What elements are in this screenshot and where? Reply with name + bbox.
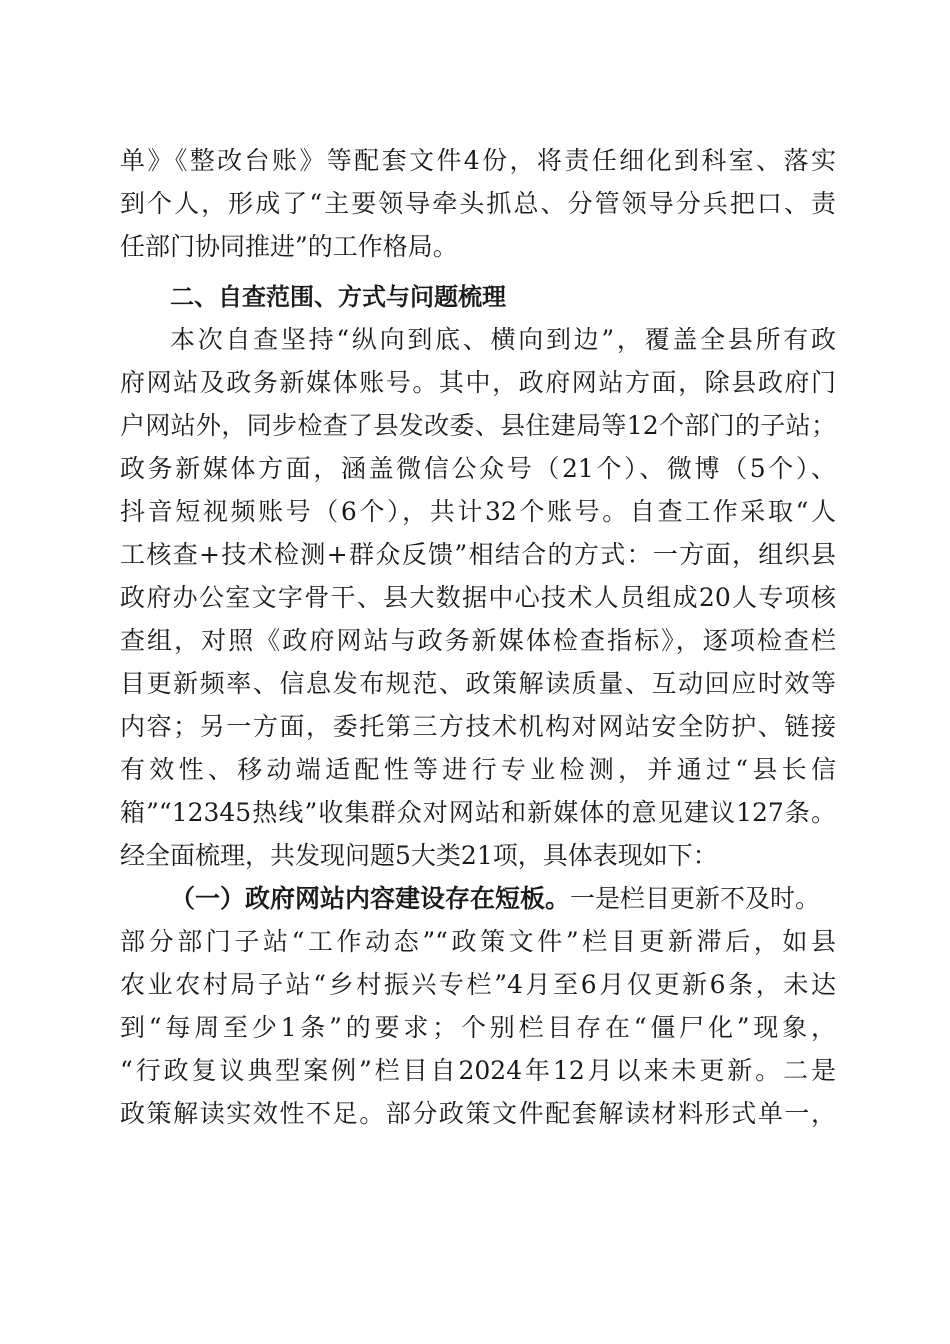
text-line: 查组，对照《政府网站与政务新媒体检查指标》，逐项检查栏 — [120, 626, 836, 655]
text-line: 任部门协同推进”的工作格局。 — [120, 232, 458, 261]
text-line: 农业农村局子站“乡村振兴专栏”4月至6月仅更新6条，未达 — [120, 970, 836, 999]
section-heading: 二、自查范围、方式与问题梳理 — [170, 283, 506, 311]
text-line: 本次自查坚持“纵向到底、横向到边”，覆盖全县所有政 — [170, 325, 836, 354]
text-line: 到个人，形成了“主要领导牵头抓总、分管领导分兵把口、责 — [120, 189, 836, 218]
text-line: “行政复议典型案例”栏目自2024年12月以来未更新。二是 — [120, 1056, 836, 1085]
text-line: 政府办公室文字骨干、县大数据中心技术人员组成20人专项核 — [120, 583, 836, 612]
text-line: 户网站外，同步检查了县发改委、县住建局等12个部门的子站； — [120, 411, 836, 440]
text-line: 工核查+技术检测+群众反馈”相结合的方式：一方面，组织县 — [120, 540, 836, 569]
text-line: 内容；另一方面，委托第三方技术机构对网站安全防护、链接 — [120, 712, 836, 741]
text-line: 到“每周至少1条”的要求；个别栏目存在“僵尸化”现象， — [120, 1013, 836, 1042]
text-line: 政务新媒体方面，涵盖微信公众号（21个）、微博（5个）、 — [120, 454, 836, 483]
problem-first-line — [170, 881, 836, 917]
text-line: 政策解读实效性不足。部分政策文件配套解读材料形式单一， — [120, 1099, 836, 1128]
text-line: 箱”“12345热线”收集群众对网站和新媒体的意见建议127条。 — [120, 798, 836, 827]
text-line: 部分部门子站“工作动态”“政策文件”栏目更新滞后，如县 — [120, 927, 836, 956]
problem-subheading: （一）政府网站内容建设存在短板。 — [170, 884, 571, 913]
text-line: 目更新频率、信息发布规范、政策解读质量、互动回应时效等 — [120, 669, 836, 698]
text-fragment: 一是栏目更新不及时。 — [570, 884, 821, 913]
text-line: 抖音短视频账号（6个），共计32个账号。自查工作采取“人 — [120, 497, 836, 526]
text-line: 有效性、移动端适配性等进行专业检测，并通过“县长信 — [120, 755, 836, 784]
text-line: 府网站及政务新媒体账号。其中，政府网站方面，除县政府门 — [120, 368, 836, 397]
text-line: 经全面梳理，共发现问题5大类21项，具体表现如下： — [120, 841, 718, 870]
text-line: 单》《整改台账》等配套文件4份，将责任细化到科室、落实 — [120, 146, 836, 175]
